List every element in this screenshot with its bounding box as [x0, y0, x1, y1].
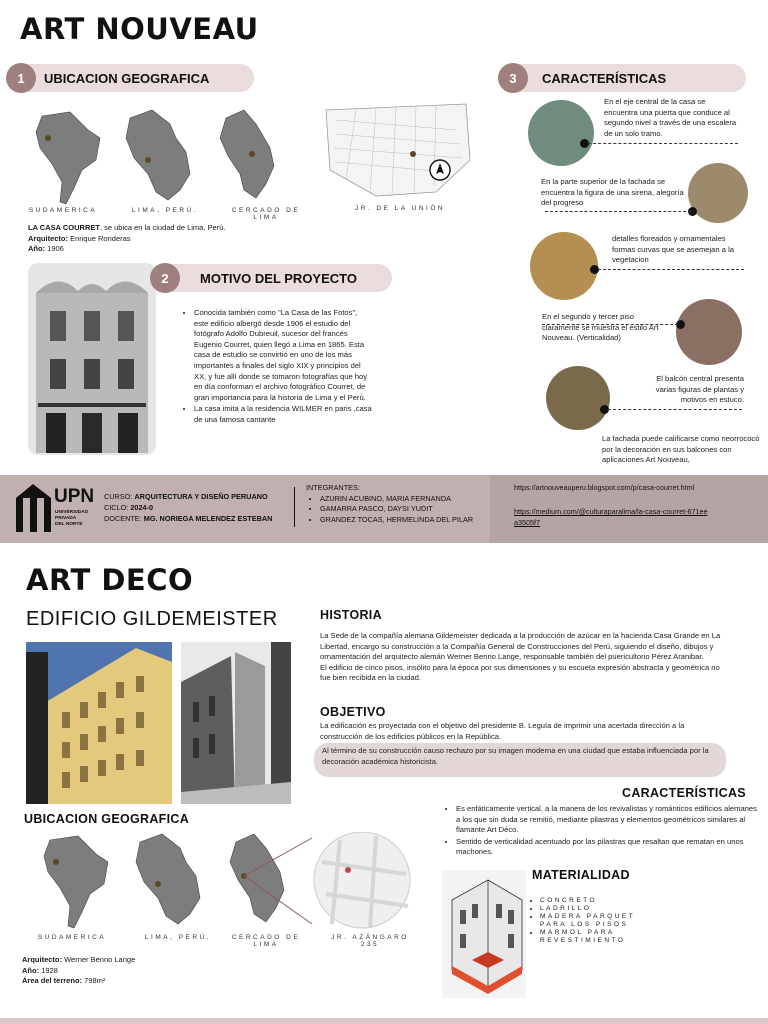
gildemeister-info — [22, 955, 242, 987]
building-subtitle: EDIFICIO GILDEMEISTER — [26, 608, 278, 630]
building-name: LA CASA COURRET — [28, 223, 100, 232]
area-value: 798m² — [82, 976, 106, 985]
pointer-line — [588, 143, 738, 144]
year-label: Año: — [22, 965, 40, 975]
casa-courret-info — [28, 223, 278, 255]
architect-label: Arquitecto: — [22, 955, 62, 964]
peru-map — [136, 834, 200, 924]
docente-value: MG. NORIEGA MELENDEZ ESTEBAN — [143, 514, 273, 523]
section-number: 3 — [498, 63, 528, 93]
materialidad-heading: MATERIALIDAD — [532, 868, 630, 882]
page-title-art-nouveau: ART NOUVEAU — [20, 12, 259, 46]
section-label: UBICACION GEOGRAFICA — [44, 70, 210, 86]
pointer-line — [545, 211, 691, 212]
section-ubicacion-pill — [8, 64, 254, 92]
street-map — [316, 100, 476, 200]
map-caption: LIMA, PERÚ. — [144, 934, 212, 941]
map-caption: JR. DE LA UNIÓN — [354, 205, 446, 212]
lima-map — [220, 110, 274, 198]
docente-label: DOCENTE: — [104, 514, 144, 523]
course-info — [104, 491, 272, 524]
map-caption: JR. AZÁNGARO 235 — [331, 934, 409, 948]
caracteristica-text: En el eje central de la casa se encuentra una puerta que conduce al segundo nivel a través de una escalera de un solo tramo. — [604, 97, 737, 138]
detail-photo-sirena — [688, 163, 748, 223]
south-america-map — [44, 836, 108, 928]
logo-sub: DEL NORTE — [55, 522, 83, 527]
ciclo-label: CICLO: — [104, 503, 131, 512]
year-label: Año: — [28, 244, 46, 253]
materiales-list — [540, 897, 640, 945]
list-item: • MADERA PARQUET PARA LOS PISOS — [540, 913, 640, 929]
section-caracteristicas-pill — [500, 64, 746, 92]
divider — [294, 487, 295, 527]
year-value: 1928 — [39, 965, 58, 975]
objetivo-heading: OBJETIVO — [320, 705, 386, 719]
pointer-line — [608, 409, 742, 410]
caracteristica-text: detalles floreados y ornamentales formas curvas que se asemejan a la vegetacion — [612, 234, 734, 265]
map-caption: LIMA, PERÚ. — [131, 207, 199, 214]
year-value: 1906 — [45, 244, 64, 253]
detail-photo-balcon — [546, 366, 610, 430]
section-label: CARACTERÍSTICAS — [542, 70, 667, 86]
objetivo-text: La edificación es proyectada con el objetivo del presidente B. Leguía de imprimir una acertada dirección a la construcción de los edificios públicos en la República. — [320, 721, 685, 741]
list-item: • CONCRETO — [540, 897, 640, 905]
ubicacion-heading: UBICACION GEOGRAFICA — [24, 812, 190, 826]
historia-heading: HISTORIA — [320, 608, 382, 622]
logo-sub: PRIVADA — [55, 516, 77, 521]
bottom-strip — [0, 1018, 768, 1024]
section-label: MOTIVO DEL PROYECTO — [200, 270, 357, 286]
lima-map — [230, 834, 284, 922]
building-location: , se ubica en la ciudad de Lima, Perú. — [99, 223, 226, 232]
list-item: • Es enfáticamente vertical, a la manera de los revivalistas y románticos edificios alemanes a los que sin duda se remitió, mediante pilastras y elementos geométricos similares al flamante Art Déco. — [456, 804, 758, 836]
curso-label: CURSO: — [104, 492, 135, 501]
integrantes-label: INTEGRANTES: — [306, 483, 360, 492]
architect-label: Arquitecto: — [28, 233, 68, 243]
historia-text — [320, 631, 726, 684]
peru-map — [126, 110, 190, 200]
map-caption: CERCADO DE LIMA — [231, 934, 301, 948]
source-link[interactable]: https://medium.com/@culturaparalima/la-casa-courret-671eea3505f7 — [514, 507, 708, 527]
integrante: • AZURIN ACUBINO, MARIA FERNANDA — [320, 494, 473, 505]
area-label: Área del terreno: — [22, 976, 83, 985]
historia-paragraph: La Sede de la compañía alemana Gildemeister dedicada a la producción de azúcar en la hacienda Casa Grande en La Libertad, encargo su construcción a la Compañía General de Construcciones del Perú, siguiendo el diseño, dibujos y ornamentación del arquitecto alemán Werner Benno Lange, responsable también del puericultorio Pérez Aranibar. — [320, 631, 721, 662]
south-america-map — [36, 112, 100, 204]
caracteristicas-heading: CARACTERÍSTICAS — [622, 786, 746, 800]
section-motivo-pill — [152, 264, 392, 292]
map-caption: CERCADO DE LIMA — [231, 207, 301, 221]
gildemeister-photo-bw — [181, 642, 291, 804]
historia-paragraph: El edificio de cinco pisos, insólito para la época por sus dimensiones y su escueta expresión abstracta y geométrica no fue bien recibida en la ciudad. — [320, 662, 720, 683]
logo-sub: UNIVERSIDAD — [55, 510, 89, 515]
map-caption: SUDAMERICA — [37, 934, 107, 941]
source-link[interactable]: https://artnouveauperu.blogspot.com/p/casa-courret.html — [514, 483, 695, 492]
list-item: • La casa imita a la residencia WILMER en paris ,casa de una famosa cantante — [194, 404, 372, 425]
caracteristica-text: En la parte superior de la fachada se encuentra la figura de una sirena, alegoría del progreso — [541, 177, 684, 208]
detail-photo-door — [528, 100, 594, 166]
architect-value: Enrique Ronderas — [68, 233, 131, 243]
integrante: • GRANDEZ TOCAS, HERMELINDA DEL PILAR — [320, 515, 473, 526]
caracteristica-text: La fachada puede calificarse como neorrococó por la decoración en sus balcones con aplicaciones Art Nouveau, — [602, 434, 760, 465]
caracteristicas-list — [446, 804, 758, 859]
detail-photo-floral — [530, 232, 598, 300]
rechazo-callout: Al término de su construcción causo rechazo por su imagen moderna en una ciudad que estaba influenciada por la decoración académica historicista. — [314, 743, 726, 777]
motivo-list — [184, 308, 372, 427]
page-title-art-deco: ART DECO — [26, 563, 194, 597]
list-item: • LADRILLO — [540, 905, 640, 913]
caracteristica-text: El balcón central presenta varias figuras de plantas y motivos en estuco. — [655, 374, 744, 405]
list-item: • Conocida también como "La Casa de las Fotos", este edificio albergó desde 1906 el estudio del fotógrafo Adolfo Dubreuil, sucesor del francés Eugenio Courret, quien llegó a Lima en 1865. Esta casa de estudio se convirtió en uno de los más importantes a finales del siglo XIX y principios del XX, y fue allí donde se tomaron fotografías que hoy en día conforman el archivo fotográfico Courret, de gran importancia para la historia de Lima y el Perú. — [194, 308, 372, 403]
architect-value: Werner Benno Lange — [62, 955, 136, 964]
detail-photo-verticalidad — [676, 299, 742, 365]
pointer-line — [598, 269, 744, 270]
upn-logo — [14, 484, 98, 534]
logo-text: UPN — [54, 486, 95, 507]
section-number: 1 — [6, 63, 36, 93]
gildemeister-photo-color — [26, 642, 172, 804]
integrante: • GAMARRA PASCO, DAYSI YUDIT — [320, 504, 473, 515]
isometric-section-drawing — [442, 870, 526, 998]
location-maps-deco — [40, 832, 440, 934]
list-item: • Sentido de verticalidad acentuado por las pilastras que resaltan que rematan en unos machones. — [456, 837, 758, 858]
curso-value: ARQUITECTURA Y DISEÑO PERUANO — [134, 492, 268, 501]
ciclo-value: 2024-0 — [130, 503, 154, 512]
casa-courret-photo — [28, 263, 156, 455]
location-maps — [30, 108, 300, 208]
section-number: 2 — [150, 263, 180, 293]
caracteristica-text: En el segundo y tercer piso claramente se muestra el estilo Art Nouveau. (Verticalidad) — [542, 312, 659, 343]
map-caption: SUDAMERICA — [28, 207, 98, 214]
street-detail-map — [314, 832, 410, 928]
integrantes-block — [306, 483, 473, 525]
list-item: • MARMOL PARA REVESTIMIENTO — [540, 929, 640, 945]
